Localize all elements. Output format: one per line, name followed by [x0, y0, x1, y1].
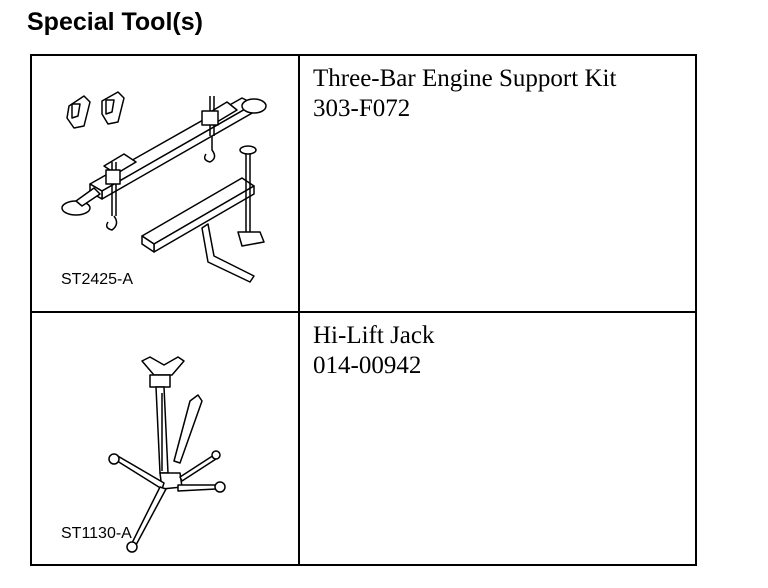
table-row — [32, 313, 695, 564]
page-title: Special Tool(s) — [27, 8, 203, 36]
tool-description-cell — [300, 313, 695, 564]
tool-name: Three-Bar Engine Support Kit — [313, 65, 617, 92]
tool-description-cell — [300, 56, 695, 311]
figure-id: ST1130-A — [61, 525, 132, 542]
tool-image-cell — [32, 56, 300, 311]
tool-image-cell — [32, 313, 300, 564]
tool-part-number: 014-00942 — [313, 352, 422, 379]
tool-name: Hi-Lift Jack — [313, 322, 435, 349]
figure-id: ST2425-A — [61, 271, 134, 288]
special-tools-table — [30, 54, 697, 566]
tool-part-number: 303-F072 — [313, 95, 411, 122]
table-row — [32, 56, 695, 313]
